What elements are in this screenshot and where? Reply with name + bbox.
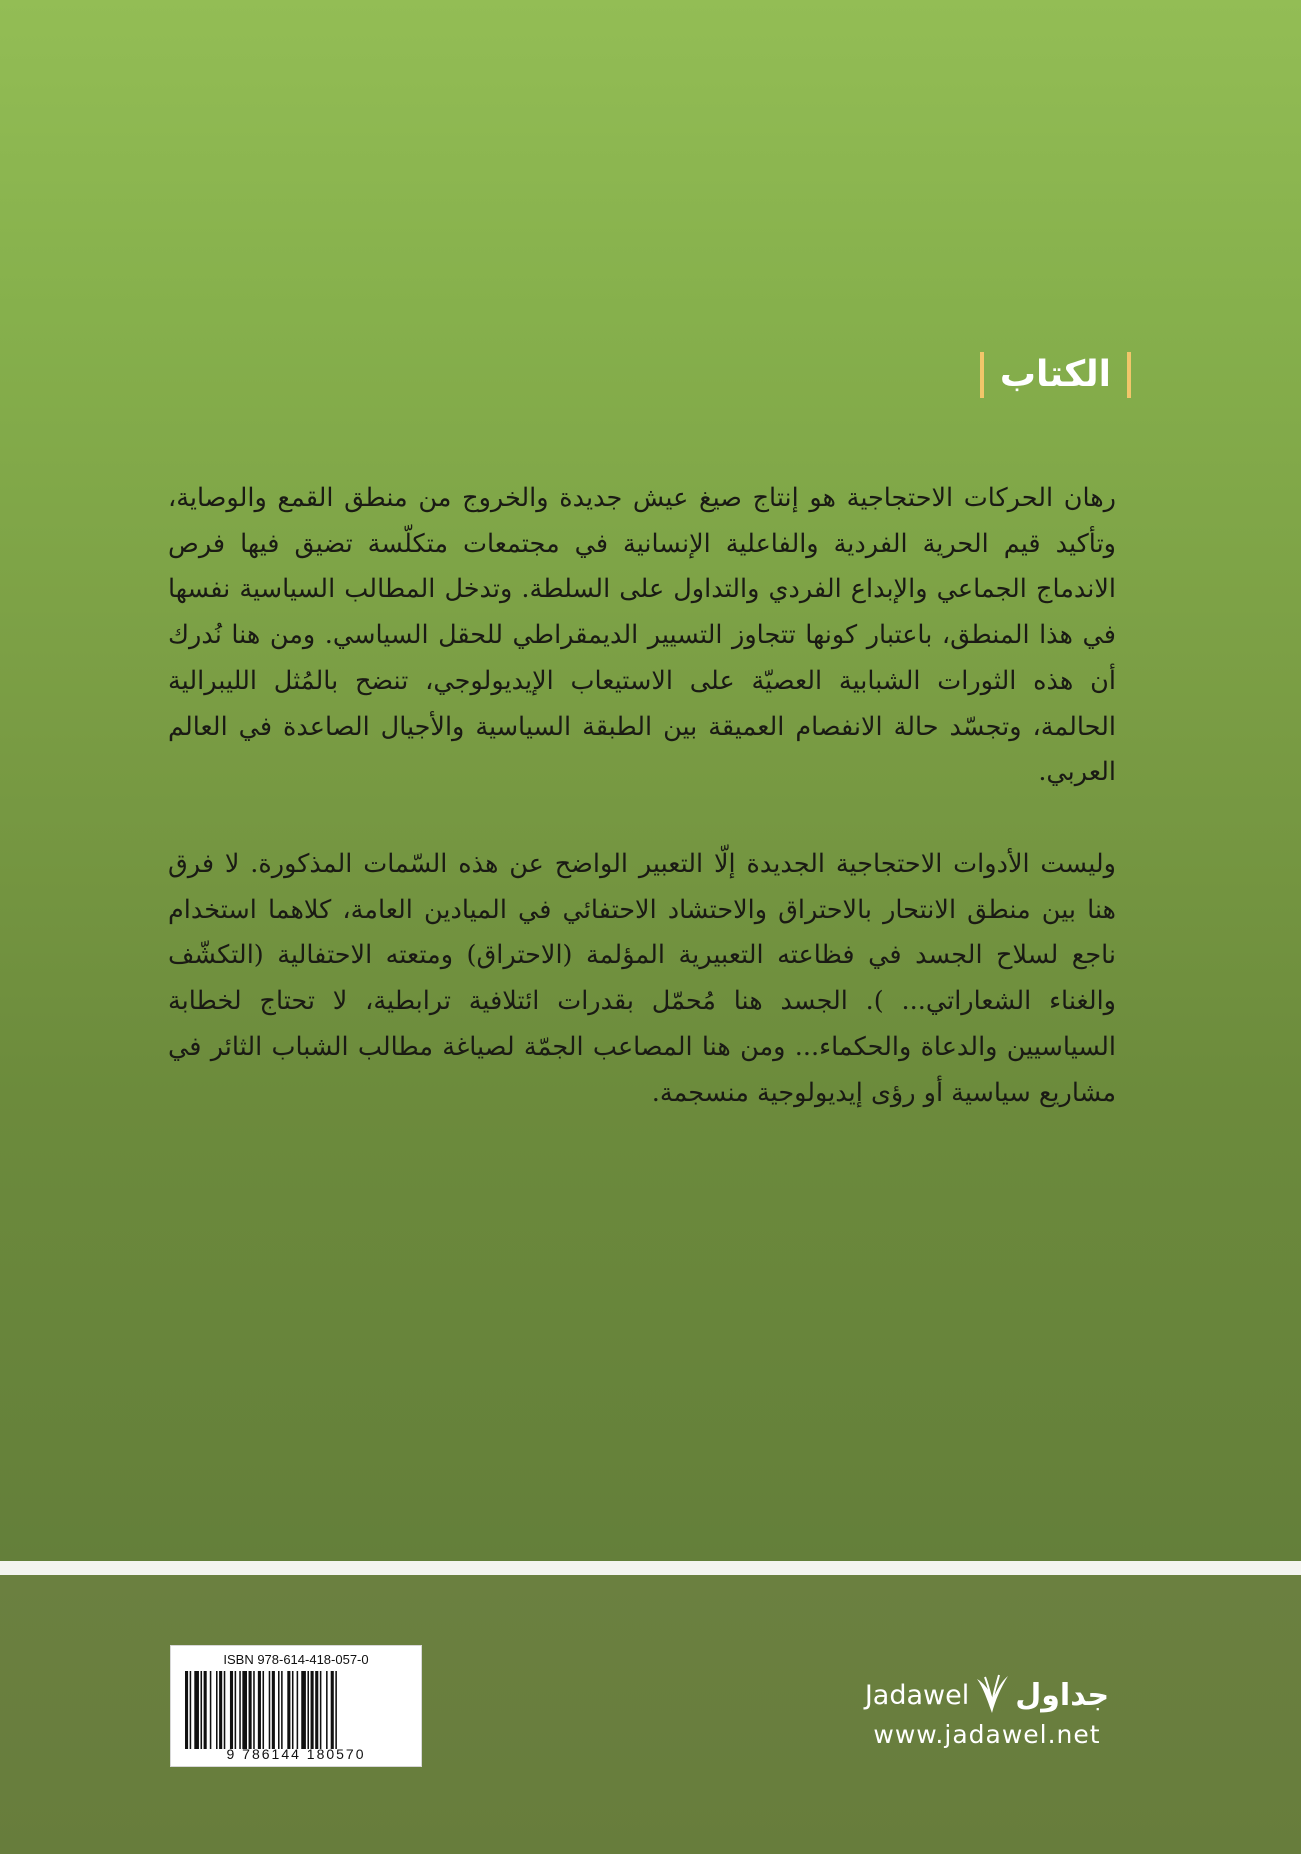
barcode-bars [185,1671,407,1749]
barcode-bar [278,1671,280,1749]
quill-v-logo-icon [973,1673,1011,1717]
barcode-bar [190,1671,192,1749]
publisher-name-arabic: جداول [1015,1677,1110,1713]
barcode-bar [185,1671,188,1749]
heading-bar-left [980,352,984,398]
publisher-website: www.jadawel.net [873,1720,1101,1749]
barcode-bar [204,1671,207,1749]
barcode-bar [258,1671,261,1749]
barcode-bar [263,1671,265,1749]
barcode-bar [194,1671,199,1749]
barcode-bar [272,1671,275,1749]
barcode-bar [307,1671,309,1749]
isbn-label: ISBN 978-614-418-057-0 [223,1652,369,1667]
barcode-bar [287,1671,290,1749]
section-heading [980,352,1131,398]
barcode-bar [210,1671,212,1749]
barcode-bar [201,1671,203,1749]
section-title: الكتاب [999,354,1111,395]
barcode-bar [311,1671,314,1749]
barcode-bar [253,1671,255,1749]
heading-bar-right [1127,352,1131,398]
barcode-bar [292,1671,294,1749]
barcode-bar [249,1671,252,1749]
barcode-bar [320,1671,322,1749]
barcode-bar [335,1671,337,1749]
barcode-bar [315,1671,318,1749]
barcode-bar [281,1671,283,1749]
divider-stripe [0,1561,1301,1575]
publisher-logo [842,1672,1132,1718]
body-paragraph-1: رهان الحركات الاحتجاجية هو إنتاج صيغ عيش جديدة والخروج من منطق القمع والوصاية، وتأكيد قيم الحرية الفردية والفاعلية الإنسانية في مجتمعات متكلّسة تضيق فيها فرص الاندماج الجماعي والإبداع الفردي والتداول على السلطة. وتدخل المطالب السياسية نفسها في هذا المنطق، باعتبار كونها تتجاوز التسيير الديمقراطي للحقل السياسي. ومن هنا نُدرك أن هذه الثورات الشبابية العصيّة على الاستيعاب الإيديولوجي، تنضح بالمُثل الليبرالية الحالمة، وتجسّد حالة الانفصام العميقة بين الطبقة السياسية والأجيال الصاعدة في العالم العربي. [168,483,1116,788]
barcode-bar [242,1671,247,1749]
barcode-bar [219,1671,222,1749]
barcode-bar [216,1671,218,1749]
barcode-bar [239,1671,241,1749]
barcode-bar [297,1671,299,1749]
isbn-barcode [170,1645,422,1767]
barcode-bar [224,1671,226,1749]
barcode-bar [326,1671,328,1749]
barcode-bar [331,1671,334,1749]
barcode-bar [235,1671,237,1749]
barcode-bar [301,1671,306,1749]
publisher-name-latin: Jadawel [864,1679,970,1711]
barcode-bar [230,1671,233,1749]
barcode-digits: 9 786144 180570 [226,1746,366,1762]
body-paragraph-2: وليست الأدوات الاحتجاجية الجديدة إلّا التعبير الواضح عن هذه السّمات المذكورة. لا فرق هنا بين منطق الانتحار بالاحتراق والاحتشاد الاحتفائي في الميادين العامة، كلاهما استخدام ناجع لسلاح الجسد في فظاعته التعبيرية المؤلمة (الاحتراق) ومتعته الاحتفالية (التكشّف والغناء الشعاراتي... ). الجسد هنا مُحمّل بقدرات ائتلافية ترابطية، لا تحتاج لخطابة السياسيين والدعاة والحكماء... ومن هنا المصاعب الجمّة لصياغة مطالب الشباب الثائر في مشاريع سياسية أو رؤى إيديولوجية منسجمة. [168,849,1116,1108]
barcode-bar [269,1671,271,1749]
publisher-block [842,1672,1132,1749]
